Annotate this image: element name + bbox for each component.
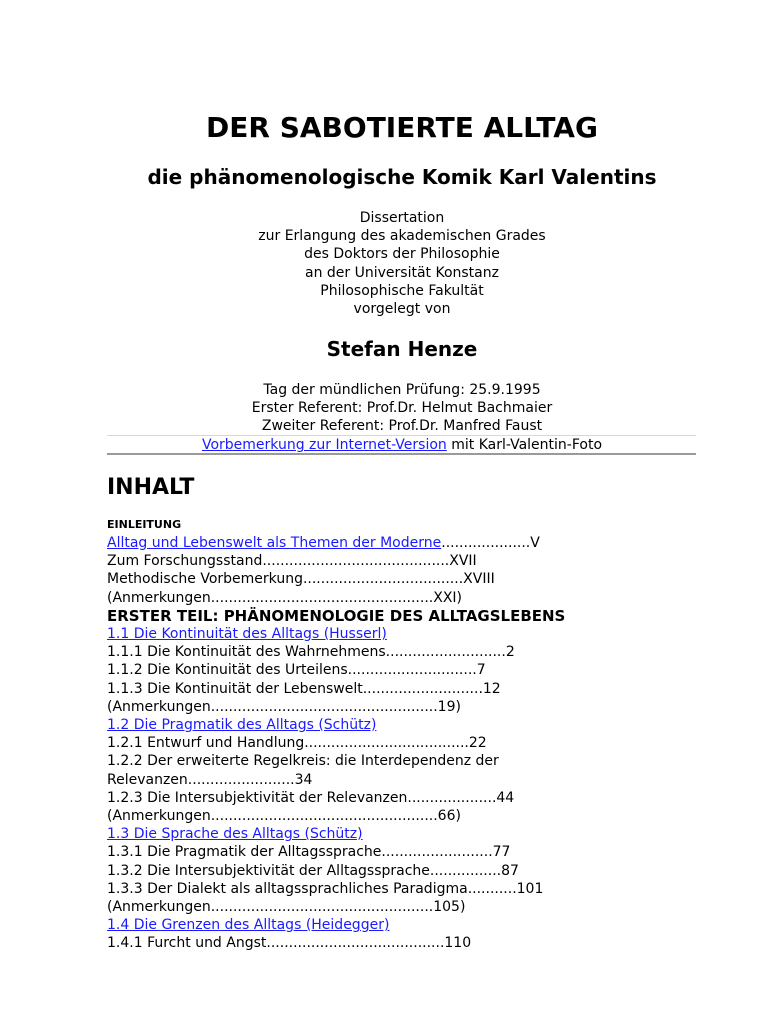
document-subtitle: die phänomenologische Komik Karl Valentins [147,165,657,189]
toc-entry [107,716,747,734]
toc-entry-text: 1.3.2 Die Intersubjektivität der Alltagssprache................87 [107,862,519,879]
toc-entry-text: ERSTER TEIL: PHÄNOMENOLOGIE DES ALLTAGSLEBENS [107,606,566,625]
toc-entry-text: 1.3.1 Die Pragmatik der Alltagssprache.........................77 [107,844,511,861]
toc-chapter-link[interactable]: 1.3 Die Sprache des Alltags (Schütz) [107,826,363,843]
vorbemerkung-line [0,436,768,454]
dissertation-block [0,209,768,318]
dissertation-line: vorgelegt von [353,301,451,318]
toc-entry [107,534,747,552]
exam-date: Tag der mündlichen Prüfung: 25.9.1995 [263,382,541,398]
toc-chapter-link[interactable]: Alltag und Lebenswelt als Themen der Moderne [107,535,442,551]
toc-entry [107,880,747,898]
toc-chapter-link[interactable]: 1.2 Die Pragmatik des Alltags (Schütz) [107,717,377,734]
toc-entry [107,771,747,789]
toc-entry-text: Methodische Vorbemerkung....................................XVIII [107,571,495,588]
toc-entry-text: 1.2.1 Entwurf und Handlung.....................................22 [107,735,487,752]
introduction-heading: EINLEITUNG [107,518,182,531]
toc-entry-text: ....................V [441,535,540,551]
contents-heading: INHALT [107,475,195,500]
toc-entry [107,807,747,825]
toc-entry-text: 1.4.1 Furcht und Angst........................................110 [107,935,472,952]
dissertation-line: Dissertation [359,210,445,226]
toc-entry-text: Relevanzen........................34 [107,771,313,788]
dissertation-line: Philosophische Fakultät [320,282,484,299]
toc-entry-text: 1.2.3 Die Intersubjektivität der Relevanzen....................44 [107,789,515,806]
toc-entry [107,843,747,861]
toc-entry [107,661,747,679]
toc-entry-text: (Anmerkungen...................................................19) [107,698,461,715]
toc-entry-text: 1.3.3 Der Dialekt als alltagssprachliches Paradigma...........101 [107,880,544,897]
second-referee: Zweiter Referent: Prof.Dr. Manfred Faust [261,418,543,435]
toc-entry-text: (Anmerkungen..................................................105) [107,899,466,916]
toc-entry [107,589,747,607]
toc-entry-text: (Anmerkungen..................................................XXI) [107,589,462,606]
section-divider [107,453,696,455]
toc-entry [107,934,747,952]
toc-chapter-link[interactable]: 1.4 Die Grenzen des Alltags (Heidegger) [107,917,390,934]
toc-entry [107,552,747,570]
toc-entry [107,625,747,643]
exam-block [0,381,768,436]
table-of-contents [107,534,747,953]
first-referee: Erster Referent: Prof.Dr. Helmut Bachmaier [251,400,553,417]
toc-entry [107,570,747,588]
toc-entry [107,698,747,716]
toc-entry-text: Zum Forschungsstand..........................................XVII [107,553,477,570]
author-name: Stefan Henze [326,337,478,361]
toc-part-heading [107,607,747,625]
dissertation-line: des Doktors der Philosophie [304,246,500,263]
toc-entry [107,643,747,661]
toc-entry [107,916,747,934]
toc-entry-text: 1.1.2 Die Kontinuität des Urteilens.............................7 [107,662,486,679]
toc-entry [107,752,747,770]
toc-entry [107,734,747,752]
toc-chapter-link[interactable]: 1.1 Die Kontinuität des Alltags (Husserl) [107,626,387,643]
toc-entry-text: 1.2.2 Der erweiterte Regelkreis: die Interdependenz der [107,753,499,770]
dissertation-line: an der Universität Konstanz [305,264,499,281]
toc-entry-text: 1.1.1 Die Kontinuität des Wahrnehmens...........................2 [107,644,515,661]
toc-entry [107,825,747,843]
document-title: DER SABOTIERTE ALLTAG [206,111,598,144]
toc-entry [107,862,747,880]
vorbemerkung-link[interactable]: Vorbemerkung zur Internet-Version [201,437,447,453]
toc-entry [107,789,747,807]
toc-entry [107,898,747,916]
dissertation-line: zur Erlangung des akademischen Grades [258,228,546,245]
toc-entry [107,680,747,698]
vorbemerkung-suffix: mit Karl-Valentin-Foto [446,437,603,453]
toc-entry-text: 1.1.3 Die Kontinuität der Lebenswelt...........................12 [107,680,501,697]
toc-entry-text: (Anmerkungen...................................................66) [107,808,461,825]
